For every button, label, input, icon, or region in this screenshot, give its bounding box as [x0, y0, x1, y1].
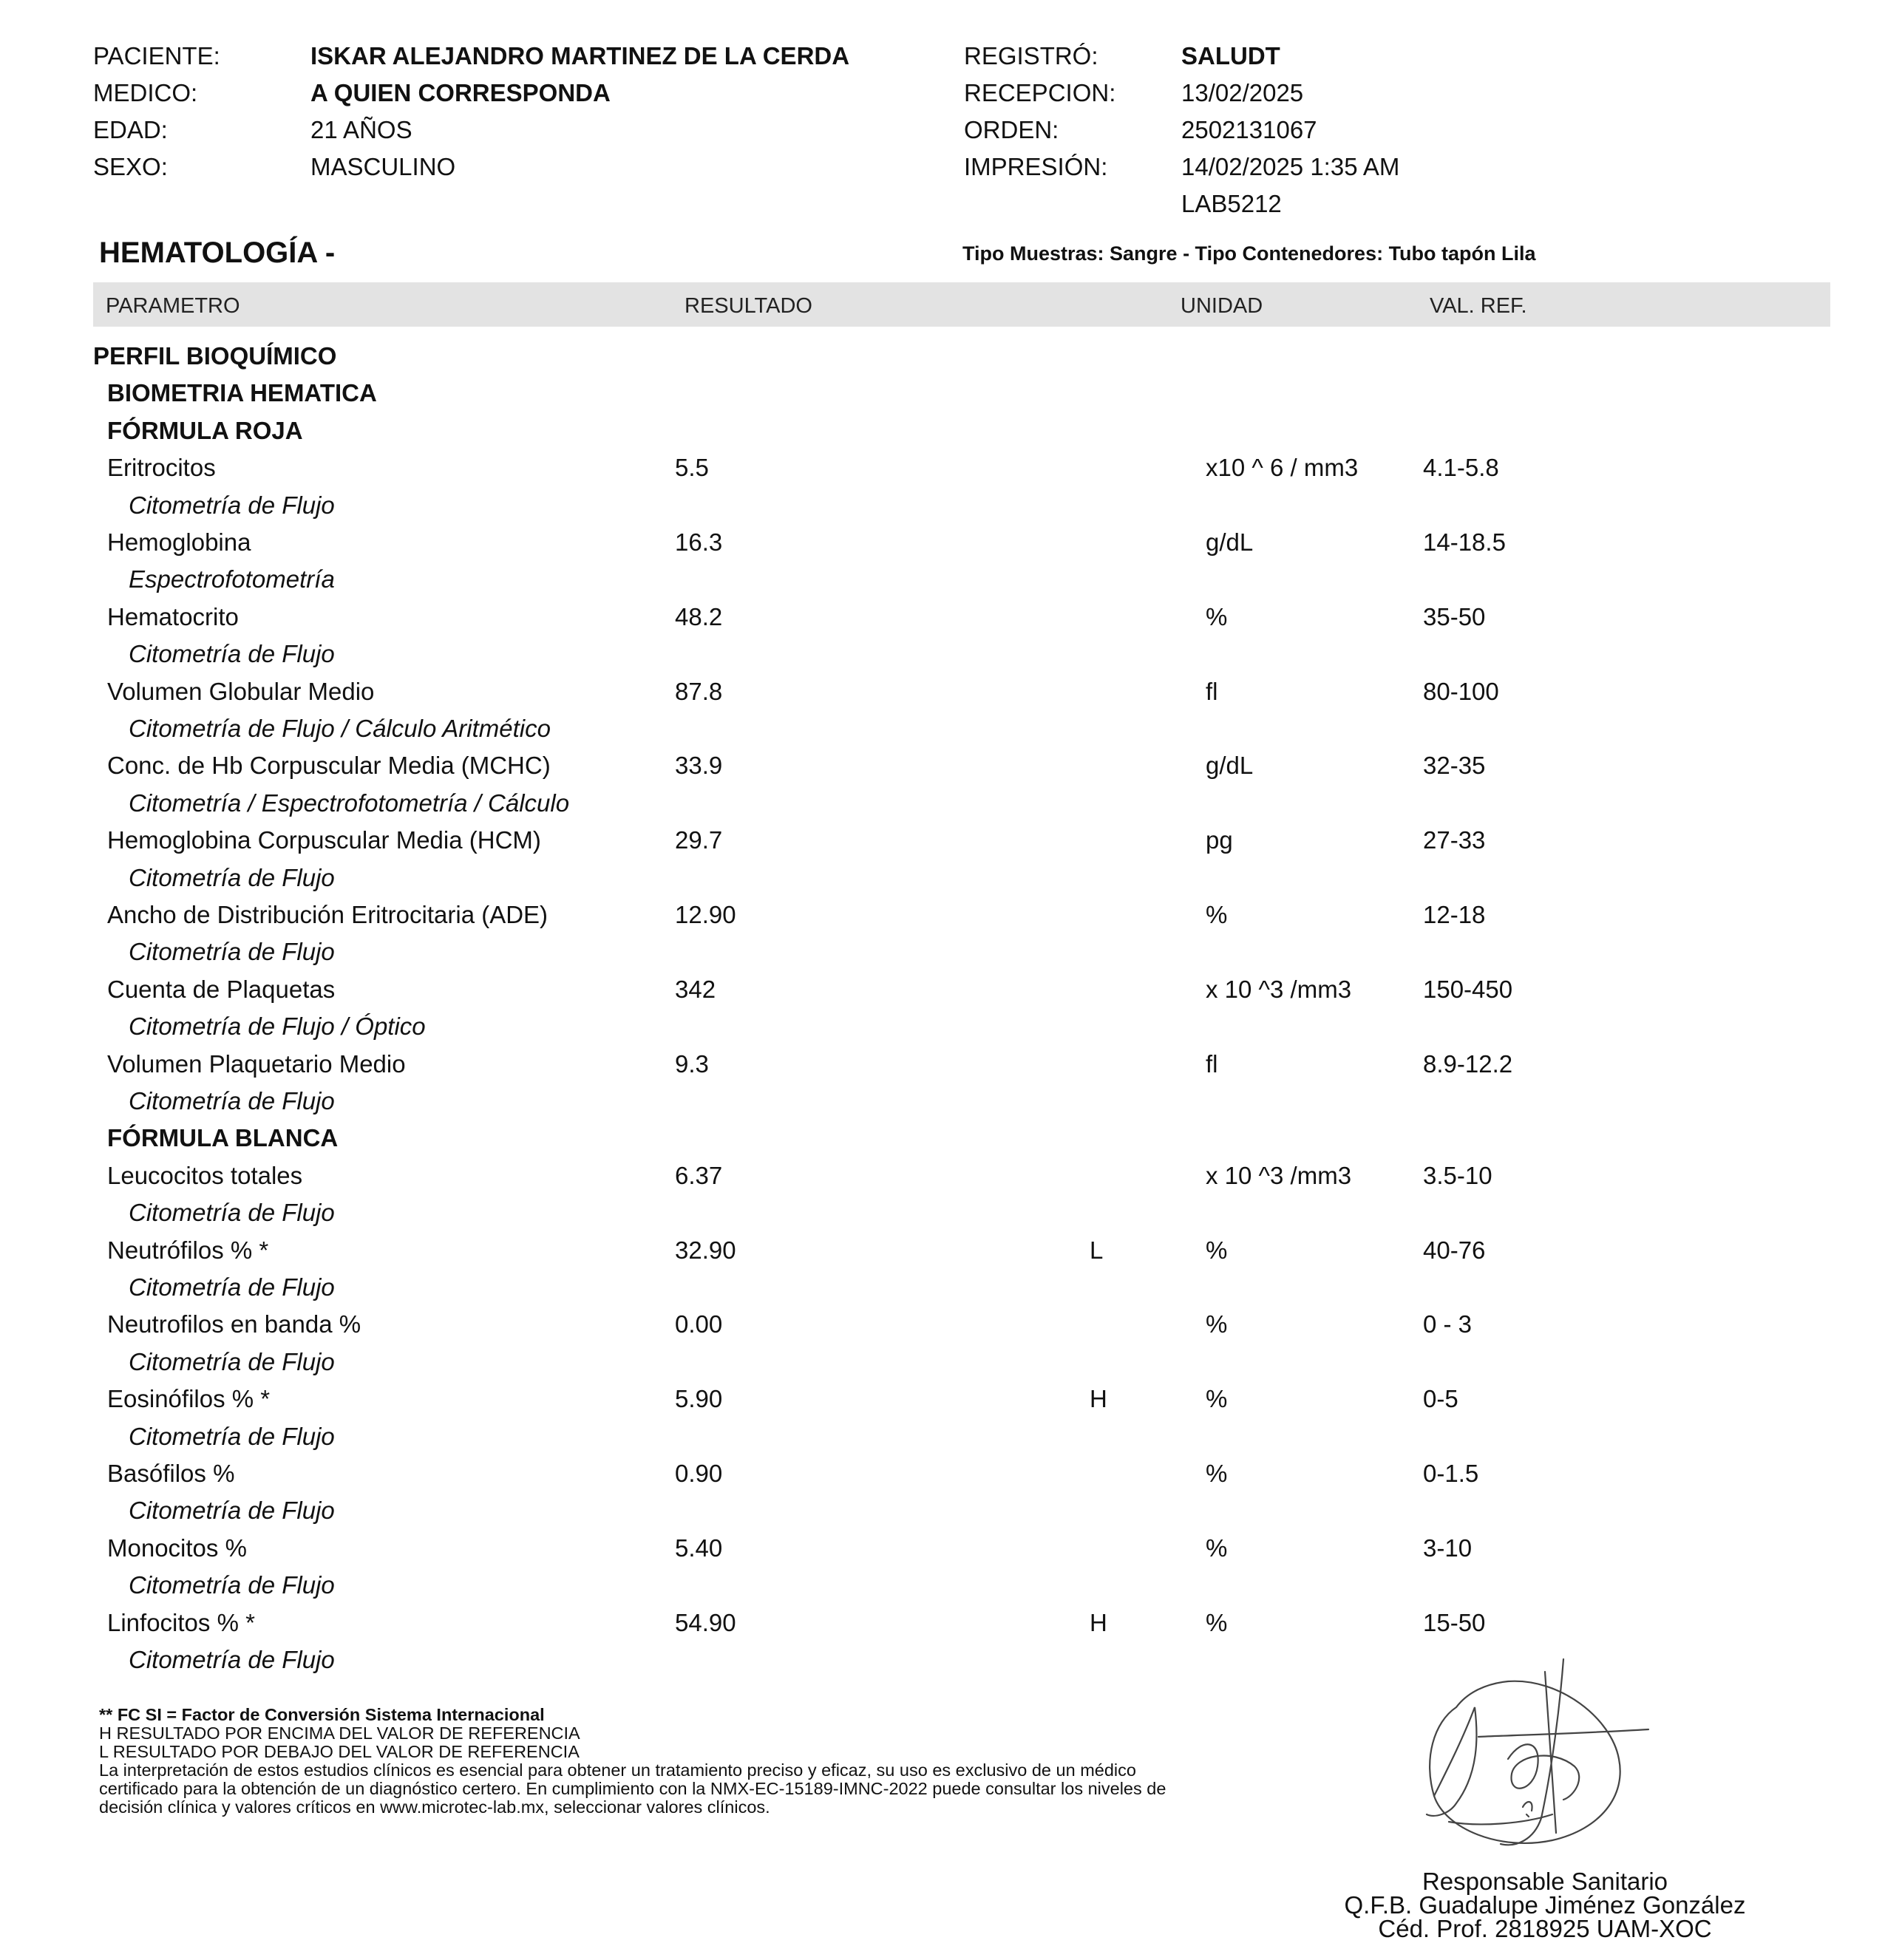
method-label: Citometría de Flujo / Cálculo Aritmético — [129, 715, 551, 742]
result-value: 33.9 — [675, 752, 723, 780]
result-value: 0.90 — [675, 1460, 723, 1487]
method-row — [0, 487, 1885, 524]
table-row — [0, 747, 1885, 784]
parameter-name: Neutrófilos % * — [107, 1236, 269, 1264]
method-row — [0, 933, 1885, 970]
result-value: 5.5 — [675, 454, 709, 482]
result-value: 12.90 — [675, 901, 736, 928]
unit-value: % — [1206, 1608, 1228, 1636]
table-row — [0, 524, 1885, 561]
signer-name: Q.F.B. Guadalupe Jiménez González — [1344, 1891, 1746, 1919]
section-heading: FÓRMULA BLANCA — [107, 1124, 339, 1152]
order-field-label: IMPRESIÓN: — [964, 153, 1108, 180]
method-label: Citometría de Flujo — [129, 1571, 335, 1599]
parameter-name: Eosinófilos % * — [107, 1385, 271, 1413]
column-header-unidad: UNIDAD — [1181, 294, 1263, 318]
result-flag: L — [1090, 1236, 1104, 1264]
order-field-value: SALUDT — [1181, 42, 1280, 69]
reference-range: 15-50 — [1423, 1608, 1486, 1636]
table-row — [0, 1157, 1885, 1194]
method-row — [0, 785, 1885, 822]
unit-value: g/dL — [1206, 528, 1254, 556]
signer-license: Céd. Prof. 2818925 UAM-XOC — [1378, 1915, 1712, 1942]
method-label: Citometría de Flujo — [129, 1422, 335, 1450]
table-row — [0, 673, 1885, 710]
order-field-label: ORDEN: — [964, 116, 1059, 143]
result-value: 342 — [675, 975, 716, 1003]
result-value: 16.3 — [675, 528, 723, 556]
parameter-name: Volumen Plaquetario Medio — [107, 1049, 406, 1078]
result-value: 29.7 — [675, 826, 723, 854]
parameter-name: Ancho de Distribución Eritrocitaria (ADE) — [107, 901, 548, 928]
column-header-valref: VAL. REF. — [1430, 294, 1527, 318]
result-value: 48.2 — [675, 602, 723, 630]
section-row — [0, 412, 1885, 449]
patient-field-label: SEXO: — [93, 153, 168, 180]
table-row — [0, 1455, 1885, 1492]
section-title: HEMATOLOGÍA - — [99, 237, 336, 269]
result-flag: H — [1090, 1385, 1107, 1413]
footnote-line: decisión clínica y valores críticos en www.microtec-lab.mx, seleccionar valores clínicos. — [99, 1797, 770, 1817]
parameter-name: Hemoglobina Corpuscular Media (HCM) — [107, 826, 541, 854]
patient-field-value: ISKAR ALEJANDRO MARTINEZ DE LA CERDA — [310, 42, 850, 69]
unit-value: % — [1206, 602, 1228, 630]
order-field-label: REGISTRÓ: — [964, 42, 1098, 69]
method-label: Citometría / Espectrofotometría / Cálculo — [129, 789, 570, 817]
patient-field-label: PACIENTE: — [93, 42, 220, 69]
method-row — [0, 636, 1885, 673]
method-label: Citometría de Flujo / Óptico — [129, 1013, 426, 1041]
order-field-value: 2502131067 — [1181, 116, 1317, 143]
section-row — [0, 375, 1885, 412]
method-row — [0, 710, 1885, 747]
method-label: Citometría de Flujo — [129, 1273, 335, 1301]
parameter-name: Basófilos % — [107, 1460, 235, 1487]
table-row — [0, 1530, 1885, 1567]
unit-value: % — [1206, 1534, 1228, 1562]
reference-range: 35-50 — [1423, 602, 1486, 630]
patient-field-value: 21 AÑOS — [310, 116, 412, 143]
method-label: Citometría de Flujo — [129, 938, 335, 966]
section-row — [0, 1120, 1885, 1157]
order-field-label: RECEPCION: — [964, 79, 1116, 106]
patient-field-value: A QUIEN CORRESPONDA — [310, 79, 611, 106]
parameter-name: Neutrofilos en banda % — [107, 1310, 361, 1338]
method-row — [0, 1194, 1885, 1231]
unit-value: % — [1206, 1236, 1228, 1264]
column-header-parametro: PARAMETRO — [106, 294, 240, 318]
section-heading: BIOMETRIA HEMATICA — [107, 379, 377, 407]
result-value: 5.40 — [675, 1534, 723, 1562]
unit-value: % — [1206, 1385, 1228, 1413]
method-row — [0, 1418, 1885, 1455]
unit-value: g/dL — [1206, 752, 1254, 780]
footnote-line: La interpretación de estos estudios clínicos es esencial para obtener un tratamiento preciso y eficaz, su uso es exclusivo de un médico — [99, 1760, 1136, 1780]
reference-range: 150-450 — [1423, 975, 1513, 1003]
method-row — [0, 1567, 1885, 1604]
parameter-name: Hematocrito — [107, 602, 239, 630]
table-row — [0, 971, 1885, 1008]
table-row — [0, 1381, 1885, 1418]
reference-range: 3.5-10 — [1423, 1161, 1492, 1189]
reference-range: 3-10 — [1423, 1534, 1473, 1562]
reference-range: 0-5 — [1423, 1385, 1458, 1413]
method-row — [0, 561, 1885, 598]
unit-value: x 10 ^3 /mm3 — [1206, 975, 1352, 1003]
method-row — [0, 1083, 1885, 1120]
method-label: Citometría de Flujo — [129, 1199, 335, 1227]
unit-value: % — [1206, 901, 1228, 928]
result-value: 87.8 — [675, 677, 723, 705]
lab-code: LAB5212 — [1181, 190, 1282, 217]
order-field-value: 13/02/2025 — [1181, 79, 1304, 106]
unit-value: fl — [1206, 677, 1218, 705]
table-row — [0, 1605, 1885, 1641]
method-row — [0, 1008, 1885, 1045]
patient-field-value: MASCULINO — [310, 153, 456, 180]
method-label: Citometría de Flujo — [129, 1087, 335, 1115]
unit-value: x10 ^ 6 / mm3 — [1206, 454, 1359, 482]
result-flag: H — [1090, 1608, 1107, 1636]
section-heading: FÓRMULA ROJA — [107, 416, 303, 444]
method-label: Citometría de Flujo — [129, 863, 335, 891]
table-row — [0, 1232, 1885, 1269]
unit-value: % — [1206, 1310, 1228, 1338]
result-value: 0.00 — [675, 1310, 723, 1338]
method-row — [0, 860, 1885, 896]
parameter-name: Hemoglobina — [107, 528, 251, 556]
parameter-name: Cuenta de Plaquetas — [107, 975, 336, 1003]
table-row — [0, 1306, 1885, 1343]
parameter-name: Eritrocitos — [107, 454, 216, 482]
table-row — [0, 599, 1885, 636]
method-row — [0, 1492, 1885, 1529]
footnote-fc-si: ** FC SI = Factor de Conversión Sistema Internacional — [99, 1705, 545, 1724]
parameter-name: Conc. de Hb Corpuscular Media (MCHC) — [107, 752, 551, 780]
method-label: Citometría de Flujo — [129, 1347, 335, 1375]
parameter-name: Linfocitos % * — [107, 1608, 255, 1636]
table-row — [0, 1046, 1885, 1083]
unit-value: fl — [1206, 1049, 1218, 1078]
reference-range: 8.9-12.2 — [1423, 1049, 1513, 1078]
footnotes — [99, 1706, 1166, 1817]
result-value: 32.90 — [675, 1236, 736, 1264]
method-label: Citometría de Flujo — [129, 1497, 335, 1525]
column-header-resultado: RESULTADO — [685, 294, 812, 318]
table-row — [0, 896, 1885, 933]
signature-image — [1405, 1656, 1656, 1855]
section-heading: PERFIL BIOQUÍMICO — [93, 342, 337, 370]
unit-value: % — [1206, 1460, 1228, 1487]
footnote-line: H RESULTADO POR ENCIMA DEL VALOR DE REFERENCIA — [99, 1723, 580, 1743]
reference-range: 27-33 — [1423, 826, 1486, 854]
result-value: 6.37 — [675, 1161, 723, 1189]
patient-field-label: MEDICO: — [93, 79, 198, 106]
footnote-line: L RESULTADO POR DEBAJO DEL VALOR DE REFERENCIA — [99, 1742, 580, 1761]
method-label: Citometría de Flujo — [129, 491, 335, 519]
unit-value: pg — [1206, 826, 1233, 854]
reference-range: 80-100 — [1423, 677, 1499, 705]
reference-range: 4.1-5.8 — [1423, 454, 1499, 482]
result-value: 54.90 — [675, 1608, 736, 1636]
reference-range: 32-35 — [1423, 752, 1486, 780]
reference-range: 12-18 — [1423, 901, 1486, 928]
parameter-name: Volumen Globular Medio — [107, 677, 375, 705]
reference-range: 40-76 — [1423, 1236, 1486, 1264]
column-header-bar — [93, 282, 1830, 327]
table-row — [0, 449, 1885, 486]
section-row — [0, 338, 1885, 375]
method-label: Espectrofotometría — [129, 565, 335, 593]
table-row — [0, 822, 1885, 859]
sample-info: Tipo Muestras: Sangre - Tipo Contenedores: Tubo tapón Lila — [962, 242, 1536, 265]
method-label: Citometría de Flujo — [129, 1646, 335, 1673]
order-field-value: 14/02/2025 1:35 AM — [1181, 153, 1400, 180]
result-value: 9.3 — [675, 1049, 709, 1078]
reference-range: 0 - 3 — [1423, 1310, 1473, 1338]
parameter-name: Monocitos % — [107, 1534, 247, 1562]
result-value: 5.90 — [675, 1385, 723, 1413]
method-label: Citometría de Flujo — [129, 640, 335, 668]
signer-role: Responsable Sanitario — [1422, 1868, 1668, 1895]
unit-value: x 10 ^3 /mm3 — [1206, 1161, 1352, 1189]
method-row — [0, 1344, 1885, 1381]
reference-range: 0-1.5 — [1423, 1460, 1479, 1487]
parameter-name: Leucocitos totales — [107, 1161, 303, 1189]
footnote-line: certificado para la obtención de un diagnóstico certero. En cumplimiento con la NMX-EC-15189-IMNC-2022 puede consultar los niveles de — [99, 1779, 1166, 1798]
reference-range: 14-18.5 — [1423, 528, 1506, 556]
method-row — [0, 1269, 1885, 1306]
patient-field-label: EDAD: — [93, 116, 168, 143]
